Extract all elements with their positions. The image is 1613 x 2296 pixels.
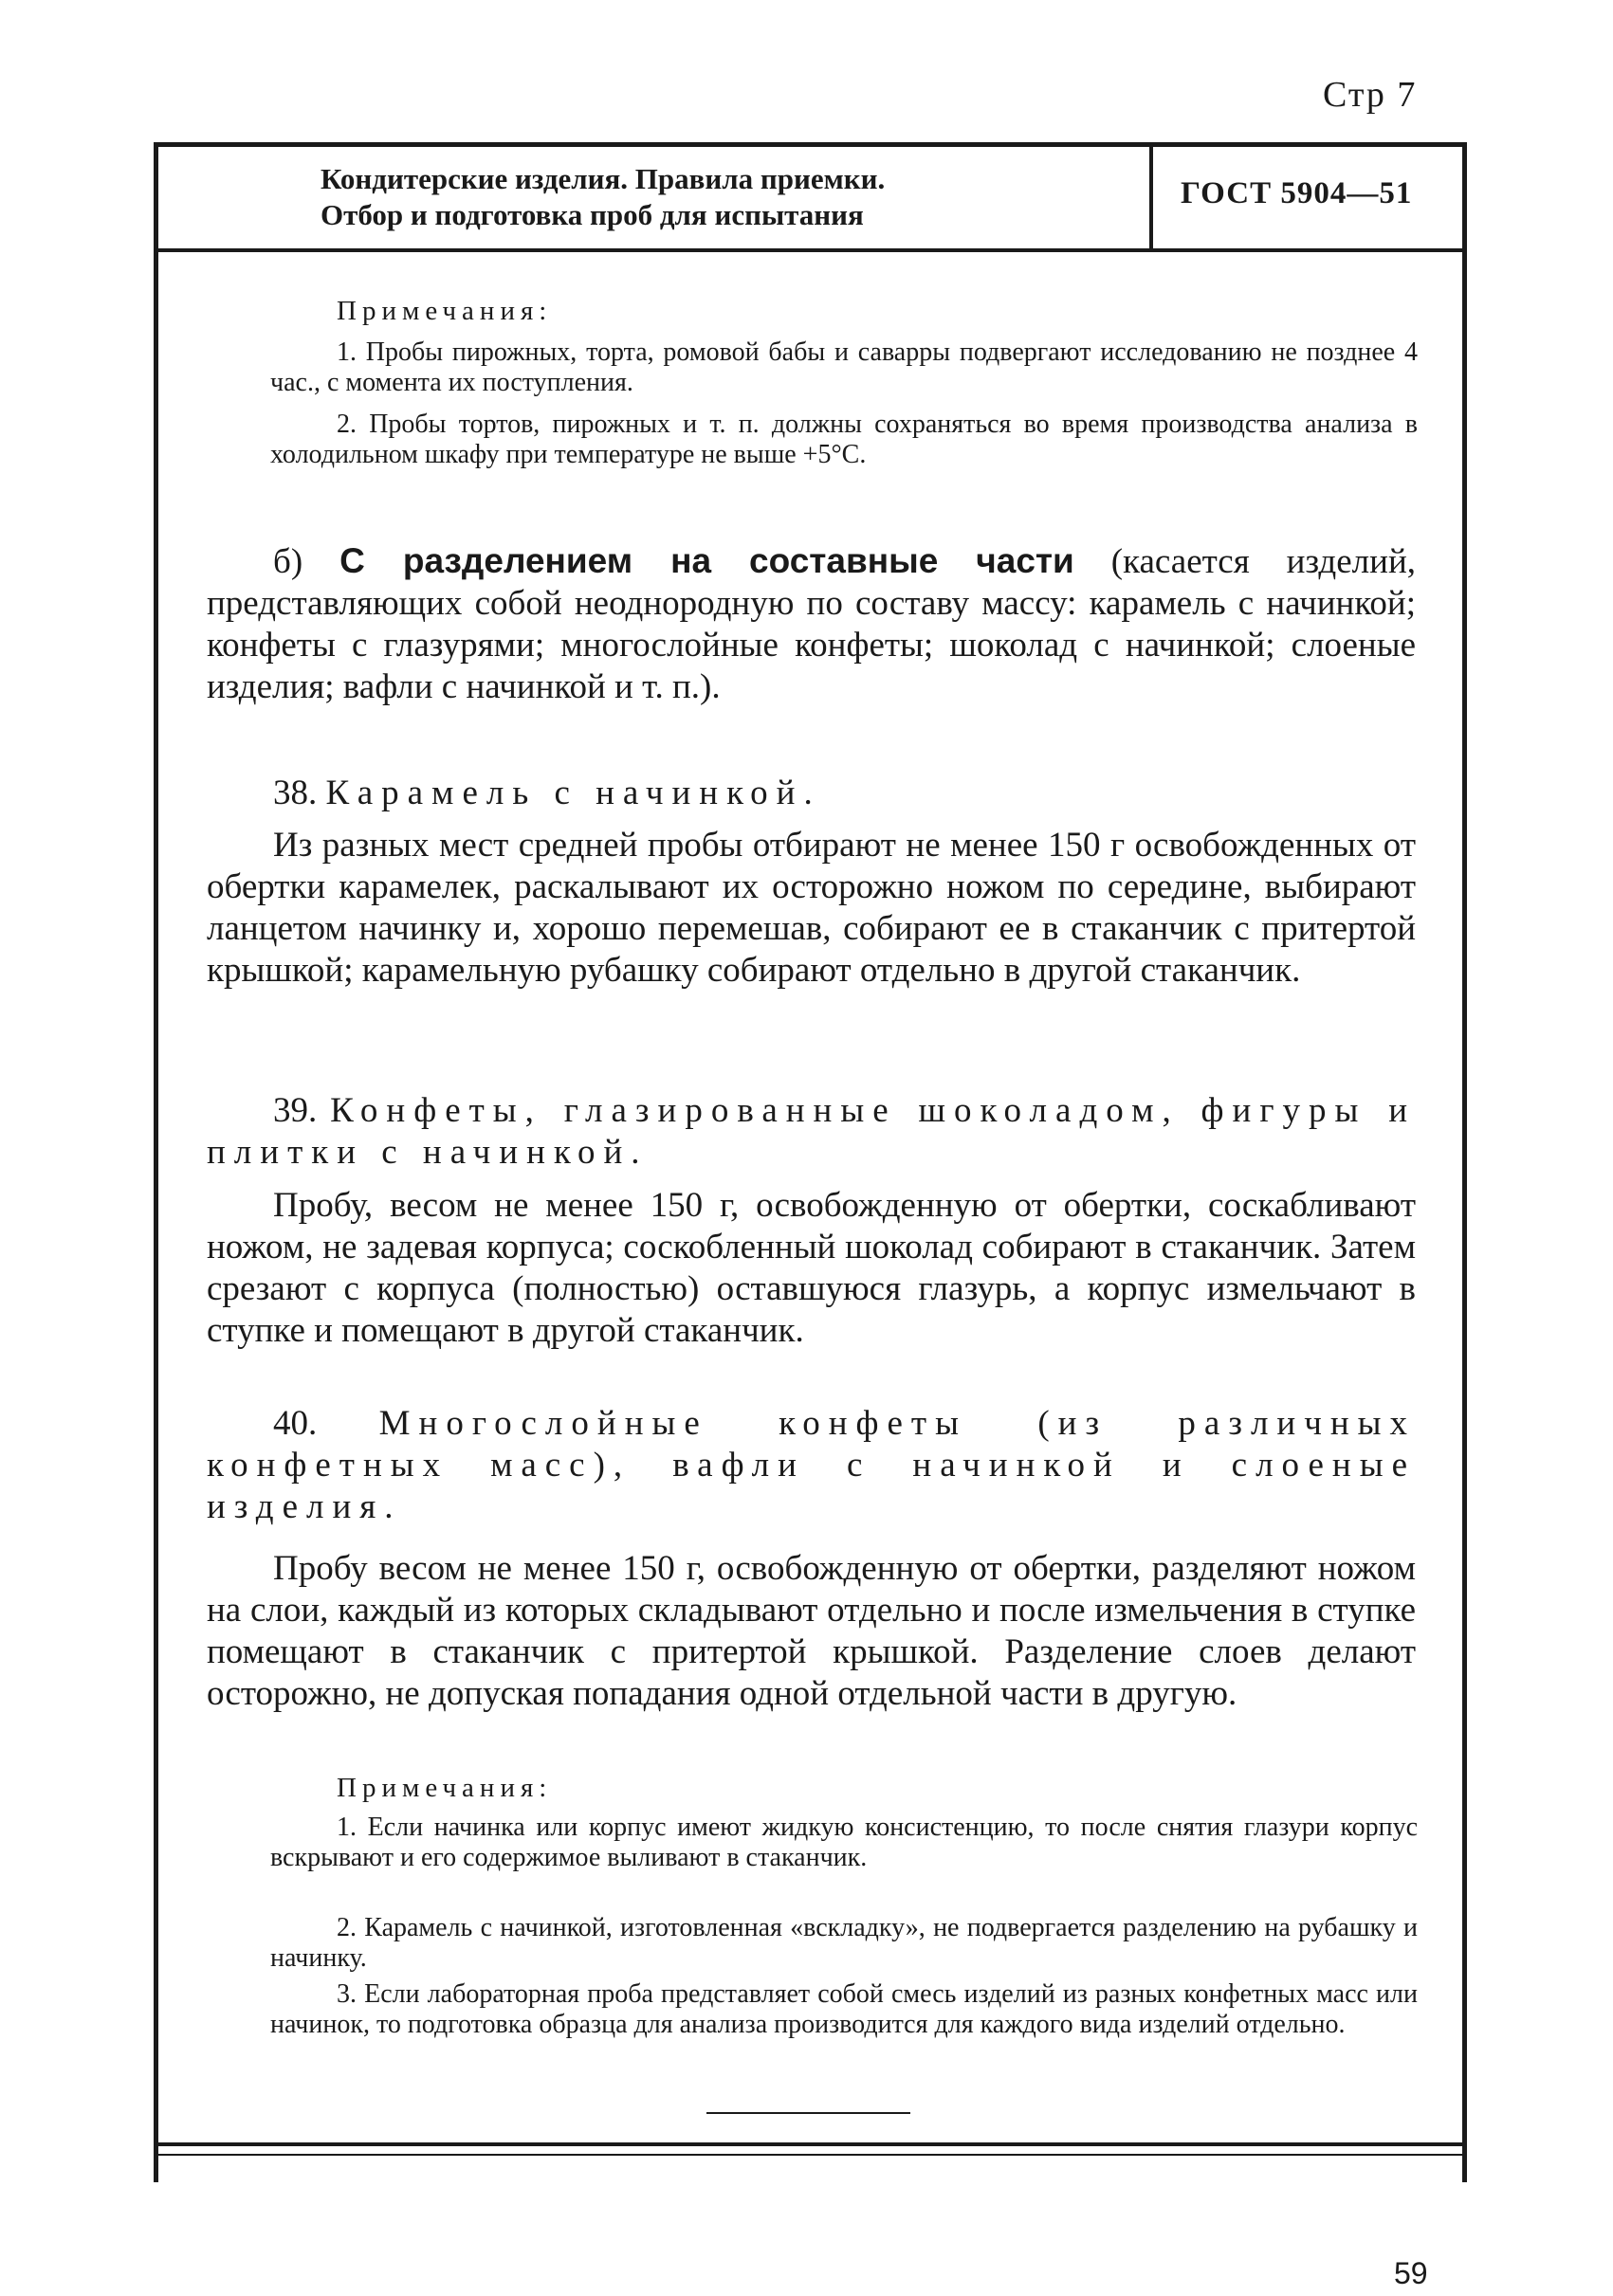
- section-b-bold: С разделением на составные части: [339, 541, 1074, 580]
- item-39-title: Конфеты, глазированные шоколадом, фигуры и плитки с начинкой.: [207, 1091, 1417, 1172]
- item-40-number: 40.: [273, 1404, 318, 1443]
- header-bottom-rule: [154, 248, 1467, 252]
- item-40-heading: [207, 1403, 1416, 1528]
- frame-top-rule: [154, 142, 1467, 147]
- item-39-text: Пробу, весом не менее 150 г, освобожденную от обертки, соскабливают ножом, не задевая корпуса; соскобленный шоколад собирают в стаканчик. Затем срезают с корпуса (полностью) оставшуюся глазурь, а корпус измельчают в ступке и помещают в другой стаканчик.: [207, 1186, 1416, 1350]
- item-38-number: 38.: [273, 774, 318, 812]
- end-rule: [706, 2112, 910, 2114]
- item-38-heading: [207, 773, 1416, 814]
- note-item: 2. Карамель с начинкой, изготовленная «вскладку», не подвергается разделению на рубашку и начинку.: [270, 1913, 1418, 1973]
- item-38-title: Карамель с начинкой.: [325, 774, 821, 812]
- note-item: 3. Если лабораторная проба представляет собой смесь изделий из разных конфетных масс или начинок, то подготовка образца для анализа производится для каждого вида изделий отдельно.: [270, 1979, 1418, 2039]
- note-item: 2. Пробы тортов, пирожных и т. п. должны сохраняться во время производства анализа в холодильном шкафу при температуре не выше +5°C.: [270, 410, 1418, 469]
- notes-heading: Примечания:: [337, 296, 553, 326]
- section-b-label: б): [273, 542, 303, 581]
- item-39-heading: [207, 1090, 1416, 1174]
- title-line-2: Отбор и подготовка проб для испытания: [321, 198, 864, 231]
- frame-bottom-rule-thin: [154, 2154, 1467, 2156]
- section-b-text: (касается изделий, представляющих собой неоднородную по составу массу: карамель с начинкой; конфеты с глазурями; многослойные конфеты; шоколад с начинкой; слоеные изделия; вафли с начинкой и т. п.).: [207, 542, 1416, 706]
- title-line-1: Кондитерские изделия. Правила приемки.: [321, 162, 886, 195]
- document-title: [321, 161, 1136, 233]
- item-38-text: Из разных мест средней пробы отбирают не менее 150 г освобожденных от обертки карамелек, раскалывают их осторожно ножом по середине, выбирают ланцетом начинку и, хорошо перемешав, собирают ее в стаканчик с притертой крышкой; карамельную рубашку собирают отдельно в другой стаканчик.: [207, 826, 1416, 990]
- item-40-title: Многослойные конфеты (из различных конфетных масс), вафли с начинкой и слоеные изделия.: [207, 1404, 1417, 1526]
- item-39-number: 39.: [273, 1091, 318, 1130]
- page-number: 59: [1394, 2256, 1428, 2290]
- note-item: 1. Если начинка или корпус имеют жидкую консистенцию, то после снятия глазури корпус вскрывают и его содержимое выливают в стаканчик.: [270, 1813, 1418, 1872]
- standard-number: ГОСТ 5904—51: [1181, 176, 1413, 210]
- section-b-paragraph: [207, 540, 1416, 708]
- frame-bottom-rule: [154, 2142, 1467, 2146]
- page-label: Стр 7: [1323, 75, 1418, 115]
- item-40-text: Пробу весом не менее 150 г, освобожденную от обертки, разделяют ножом на слои, каждый из которых складывают отдельно и после измельчения в ступке помещают в стаканчик с притертой крышкой. Разделение слоев делают осторожно, не допуская попадания одной отдельной части в другую.: [207, 1549, 1416, 1713]
- notes-heading: Примечания:: [337, 1773, 553, 1803]
- note-item: 1. Пробы пирожных, торта, ромовой бабы и саварры подвергают исследованию не позднее 4 час., с момента их поступления.: [270, 337, 1418, 397]
- frame-left-border: [154, 142, 158, 2182]
- frame-right-border: [1462, 142, 1467, 2182]
- header-divider: [1149, 147, 1153, 248]
